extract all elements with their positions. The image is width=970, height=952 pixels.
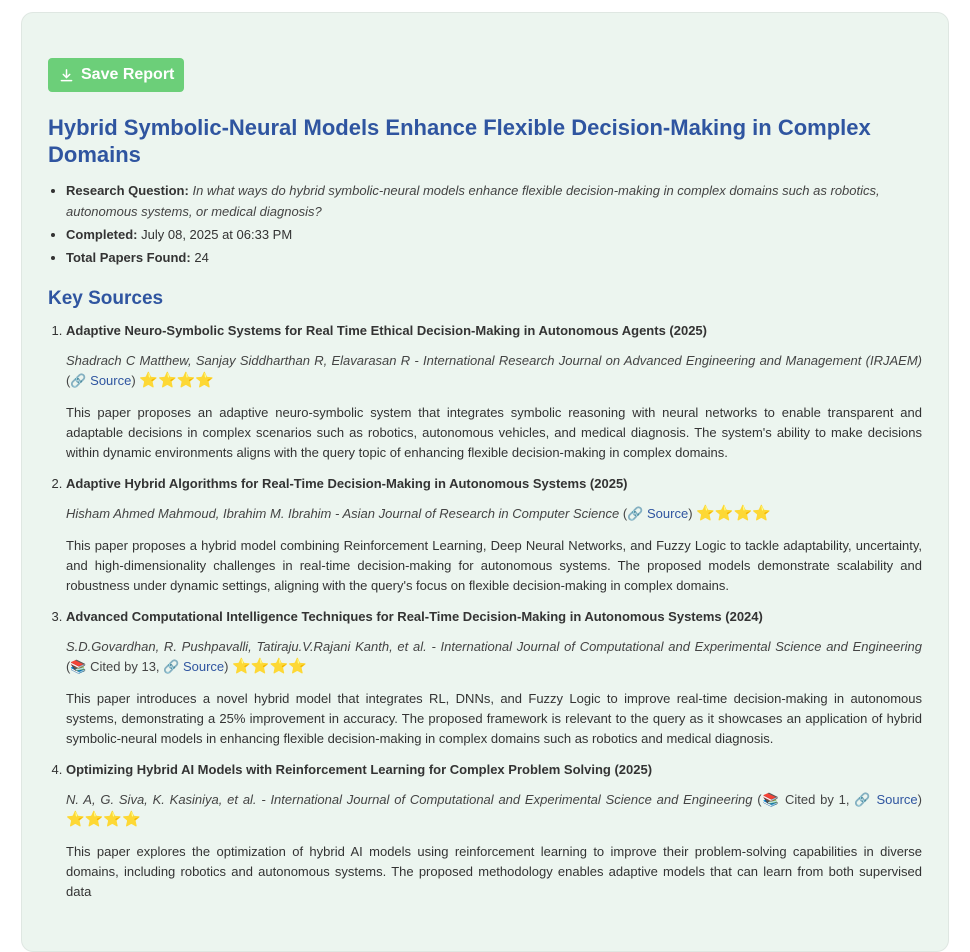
cited-count: Cited by 1,	[784, 792, 850, 807]
save-report-label: Save Report	[81, 66, 175, 83]
source-item	[66, 475, 922, 596]
source-link[interactable]: Source	[182, 659, 225, 674]
report-card	[21, 12, 949, 952]
books-icon: 📚	[761, 792, 781, 807]
link-icon: 🔗	[627, 506, 644, 521]
completed-date: July 08, 2025 at 06:33 PM	[141, 227, 293, 242]
paper-summary: This paper introduces a novel hybrid model that integrates RL, DNNs, and Fuzzy Logic to improve real-time decision-making in autonomous systems, demonstrating a 25% improvement in accuracy. The proposed framework is relevant to the query as it showcases an application of hybrid symbolic-neural models in enhancing flexible decision-making in complex domains such as robotics and medical diagnosis.	[66, 691, 922, 746]
report-meta	[48, 180, 922, 268]
source-item	[66, 761, 922, 902]
paper-title: 4. Optimizing Hybrid AI Models with Reinforcement Learning for Complex Problem Solving (2025)	[66, 762, 653, 777]
source-link[interactable]: Source	[647, 506, 689, 521]
key-sources-heading: Key Sources	[48, 288, 164, 309]
cited-count: Cited by 13,	[90, 659, 160, 674]
paper-citation: Hisham Ahmed Mahmoud, Ibrahim M. Ibrahim - Asian Journal of Research in Computer Science (🔗 Source) ⭐⭐⭐⭐	[66, 505, 771, 522]
rating-stars: ⭐⭐⭐⭐	[696, 505, 771, 522]
link-icon: 🔗	[854, 792, 872, 807]
paper-summary: This paper proposes a hybrid model combining Reinforcement Learning, Deep Neural Networks, and Fuzzy Logic to tackle adaptability, uncertainty, and high-dimensionality challenges in real-time decision-making for autonomous systems. The proposed models demonstrate scalability and robustness under dynamic settings, aligning with the query's focus on flexible decision-making in complex domains.	[66, 538, 922, 593]
source-link[interactable]: Source	[876, 792, 918, 807]
source-item	[66, 608, 922, 749]
paper-summary: This paper proposes an adaptive neuro-symbolic system that integrates symbolic reasoning with neural networks to enable transparent and adaptable decisions in complex scenarios such as robotics, autonomous vehicles, and medical diagnosis. The system's ability to make decisions within dynamic environments aligns with the query topic of enhancing flexible decision-making in complex domains.	[66, 405, 922, 460]
paper-title: 1. Adaptive Neuro-Symbolic Systems for Real Time Ethical Decision-Making in Autonomous Agents (2025)	[66, 323, 707, 338]
paper-citation: S.D.Govardhan, R. Pushpavalli, Tatiraju.V.Rajani Kanth, et al. - International Journal of Computational and Experimental Science and Engineering (📚 Cited by 13, 🔗 Source) ⭐⭐⭐⭐	[66, 639, 922, 675]
sources-list	[48, 322, 922, 902]
paper-title: 2. Adaptive Hybrid Algorithms for Real-Time Decision-Making in Autonomous Systems (2025)	[66, 476, 628, 491]
report-title: Hybrid Symbolic-Neural Models Enhance Flexible Decision-Making in Complex Domains	[48, 115, 871, 167]
meta-papers: • Total Papers Found: 24	[66, 247, 922, 268]
papers-count: 24	[194, 250, 209, 265]
paper-citation: N. A, G. Siva, K. Kasiniya, et al. - International Journal of Computational and Experimental Science and Engineering (📚 Cited by 1, 🔗 Source) ⭐⭐⭐⭐	[66, 792, 922, 828]
rating-stars: ⭐⭐⭐⭐	[139, 372, 215, 389]
books-icon: 📚	[70, 659, 87, 674]
research-question: In what ways do hybrid symbolic-neural models enhance flexible decision-making in complex domains such as robotics, autonomous systems, or medical diagnosis?	[66, 183, 880, 219]
link-icon: 🔗	[70, 373, 87, 388]
paper-title: 3. Advanced Computational Intelligence Techniques for Real-Time Decision-Making in Autonomous Systems (2024)	[66, 609, 763, 624]
paper-summary: This paper explores the optimization of hybrid AI models using reinforcement learning to improve their problem-solving capabilities in diverse domains, including robotics and autonomous systems. The proposed methodology enables adaptive models that can learn from both supervised data	[66, 844, 922, 899]
save-report-button[interactable]	[48, 58, 184, 92]
source-link[interactable]: Source	[90, 373, 132, 388]
rating-stars: ⭐⭐⭐⭐	[66, 811, 141, 828]
meta-question: • Research Question: In what ways do hybrid symbolic-neural models enhance flexible decision-making in complex domains such as robotics, autonomous systems, or medical diagnosis?	[66, 180, 922, 222]
source-item	[66, 322, 922, 463]
paper-citation: Shadrach C Matthew, Sanjay Siddharthan R, Elavarasan R - International Research Journal on Advanced Engineering and Management (IRJAEM) (🔗 Source) ⭐⭐⭐⭐	[66, 353, 922, 389]
download-icon	[60, 69, 73, 82]
meta-completed: • Completed: July 08, 2025 at 06:33 PM	[66, 224, 922, 245]
rating-stars: ⭐⭐⭐⭐	[232, 658, 307, 675]
link-icon: 🔗	[163, 659, 180, 674]
